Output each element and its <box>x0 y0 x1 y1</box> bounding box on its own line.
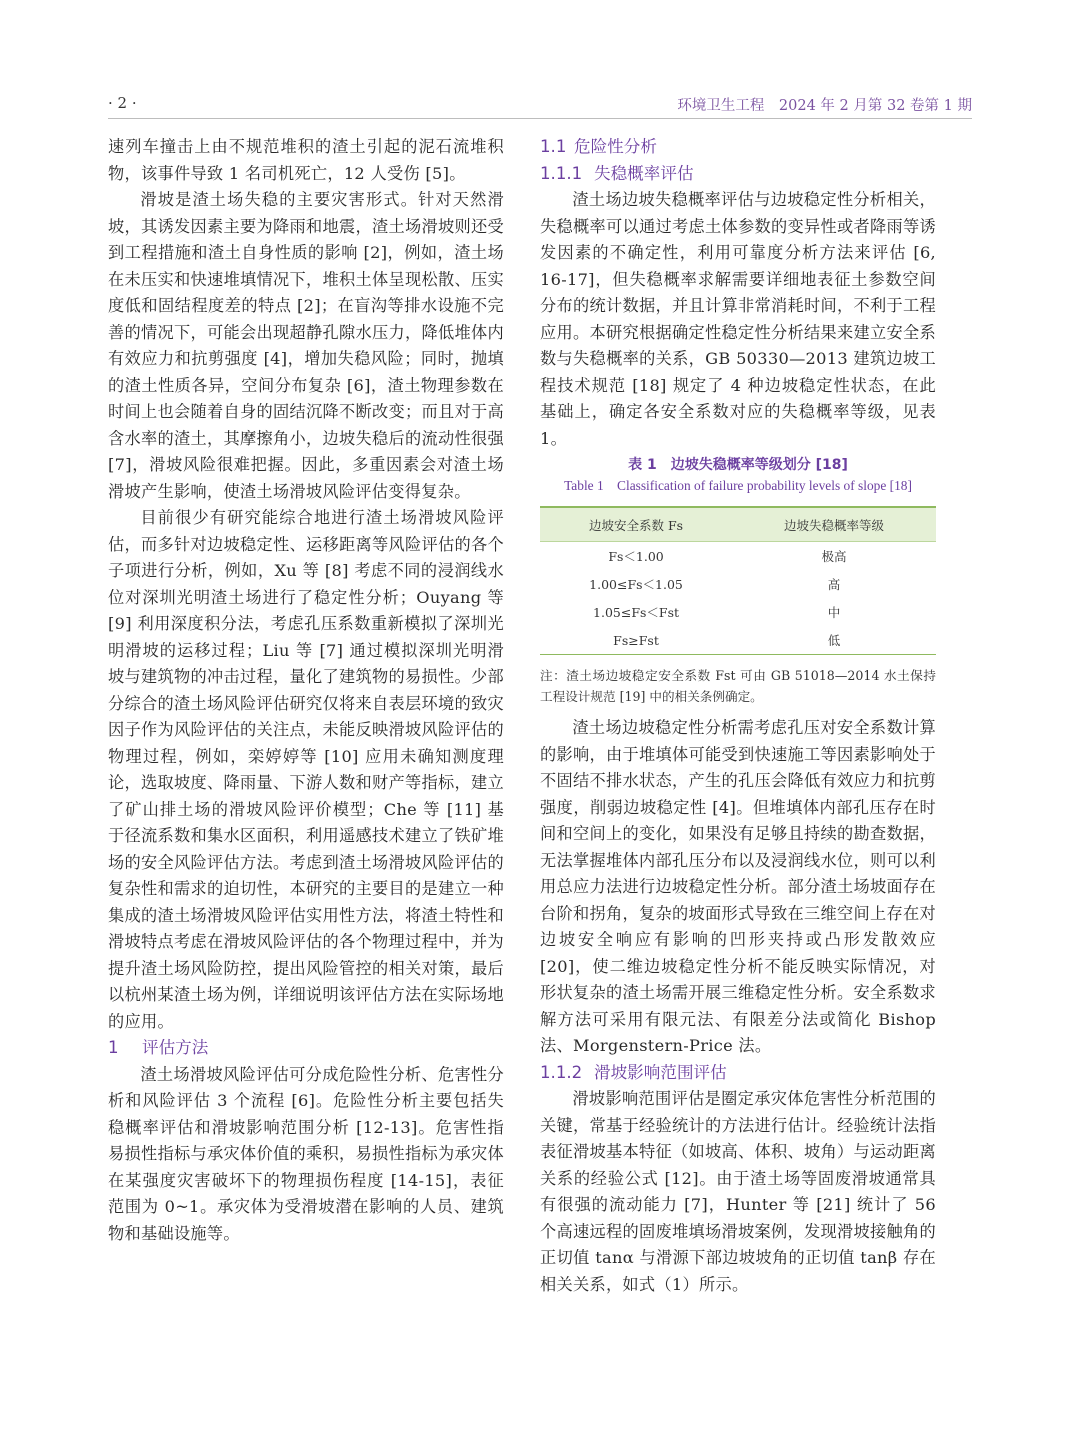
table-header-cell: 边坡安全系数 Fs <box>540 507 732 542</box>
journal-info: 环境卫生工程 2024 年 2 月第 32 卷第 1 期 <box>677 98 972 114</box>
subsection-title: 滑坡影响范围评估 <box>594 1062 727 1082</box>
probability-table <box>540 506 936 655</box>
table-row <box>540 598 936 626</box>
table-cell: 极高 <box>821 549 847 564</box>
subsection-heading <box>540 1060 936 1087</box>
paragraph: 速列车撞击上由不规范堆积的渣土引起的泥石流堆积物，该事件导致 1 名司机死亡，12 人受伤 [5]。 <box>108 137 504 183</box>
table-cell: 1.05≤Fs＜Fst <box>593 605 680 620</box>
paragraph: 渣土场边坡失稳概率评估与边坡稳定性分析相关，失稳概率可以通过考虑土体参数的变异性或者降雨等诱发因素的不确定性，利用可靠度分析方法来评估 [6, 16-17]，但失稳概率求解需要详细地表征土参数空间分布的统计数据，并且计算非常消耗时间，不利于工程应用。本研究根据确定性稳定性分析结果来建立安全系数与失稳概率的关系，GB 50330—2013 建筑边坡工程技术规范 [18] 规定了 4 种边坡稳定性状态，在此基础上，确定各安全系数对应的失稳概率等级，见表 1。 <box>540 190 936 448</box>
table-caption-en: Table 1 Classification of failure probability levels of slope [18] <box>564 478 912 493</box>
paragraph: 渣土场滑坡风险评估可分成危险性分析、危害性分析和风险评估 3 个流程 [6]。危险性分析主要包括失稳概率评估和滑坡影响范围分析 [12-13]。危害性指易损性指标与承灾体价值的乘积，易损性指标为承灾体在某强度灾害破坏下的物理损伤程度 [14-15]，表征范围为 0~1。承灾体为受滑坡潜在影响的人员、建筑物和基础设施等。 <box>108 1064 504 1243</box>
paragraph: 目前很少有研究能综合地进行渣土场滑坡风险评估，而多针对边坡稳定性、运移距离等风险评估的各个子项进行分析，例如，Xu 等 [8] 考虑不同的浸润线水位对深圳光明渣土场进行了稳定性分析；Ouyang 等 [9] 利用深度积分法，考虑孔压系数重新模拟了深圳光明滑坡的运移过程；Liu 等 [7] 通过模拟深圳光明滑坡与建筑物的冲击过程，量化了建筑物的易损性。少部分综合的渣土场风险评估研究仅将来自表层环境的致灾因子作为风险评估的关注点，未能反映滑坡风险评估的物理过程，例如，栾婷婷等 [10] 应用未确知测度理论，选取坡度、降雨量、下游人数和财产等指标，建立了矿山排土场的滑坡风险评价模型；Che 等 [11] 基于径流系数和集水区面积，利用遥感技术建立了铁矿堆场的安全风险评估方法。考虑到渣土场滑坡风险评估的复杂性和需求的迫切性，本研究的主要目的是建立一种集成的渣土场滑坡风险评估实用性方法，将渣土特性和滑坡特点考虑在滑坡风险评估的各个物理过程中，并为提升渣土场风险防控，提出风险管控的相关对策，最后以杭州某渣土场为例，详细说明该评估方法在实际场地的应用。 <box>108 508 504 1031</box>
table-row <box>540 542 936 571</box>
table-header-row <box>540 507 936 542</box>
table-cell: 中 <box>827 605 841 620</box>
paragraph: 渣土场边坡稳定性分析需考虑孔压对安全系数计算的影响，由于堆填体可能受到快速施工等因素影响处于不固结不排水状态，产生的孔压会降低有效应力和抗剪强度，削弱边坡稳定性 [4]。但堆填体内部孔压存在时间和空间上的变化，如果没有足够且持续的勘查数据，无法掌握堆体内部孔压分布以及浸润线水位，则可以利用总应力法进行边坡稳定性分析。部分渣土场坡面存在台阶和拐角，复杂的坡面形式导致在三维空间上存在对边坡安全响应有影响的凹形夹持或凸形发散效应 [20]，使二维边坡稳定性分析不能反映实际情况，对形状复杂的渣土场需开展三维稳定性分析。安全系数求解方法可采用有限元法、有限差分法或简化 Bishop 法、Morgenstern-Price 法。 <box>540 718 936 1055</box>
left-column <box>108 134 504 1247</box>
table-cell: 1.00≤Fs＜1.05 <box>589 577 683 592</box>
table-caption-zh: 表 1 边坡失稳概率等级划分 [18] <box>628 457 848 473</box>
subsection-number: 1.1.2 <box>540 1062 583 1082</box>
section-title: 评估方法 <box>142 1038 209 1057</box>
table-cell: Fs＜1.00 <box>608 549 664 564</box>
subsection-heading <box>540 161 936 188</box>
paragraph: 滑坡是渣土场失稳的主要灾害形式。针对天然滑坡，其诱发因素主要为降雨和地震，渣土场滑坡则还受到工程措施和渣土自身性质的影响 [2]，例如，渣土场在未压实和快速堆填情况下，堆积土体呈现松散、压实度低和固结程度差的特点 [2]；在盲沟等排水设施不完善的情况下，可能会出现超静孔隙水压力，降低堆体内有效应力和抗剪强度 [4]，增加失稳风险；同时，抛填的渣土性质各异，空间分布复杂 [6]，渣土物理参数在时间上也会随着自身的固结沉降不断改变；而且对于高含水率的渣土，其摩擦角小，边坡失稳后的流动性很强 [7]，滑坡风险很难把握。因此，多重因素会对渣土场滑坡产生影响，使渣土场滑坡风险评估变得复杂。 <box>108 190 504 501</box>
section-heading <box>108 1035 504 1062</box>
page-number: · 2 · <box>108 94 137 112</box>
subsection-title: 失稳概率评估 <box>594 163 694 183</box>
table-row <box>540 570 936 598</box>
table-row <box>540 626 936 655</box>
table-cell: 低 <box>732 626 936 655</box>
running-header <box>108 92 972 119</box>
section-heading <box>540 134 936 161</box>
section-title: 危险性分析 <box>574 137 657 156</box>
table-cell: 高 <box>827 577 841 592</box>
section-number: 1 <box>108 1038 119 1057</box>
subsection-number: 1.1.1 <box>540 163 583 183</box>
right-column <box>540 134 936 1298</box>
table-note: 注：渣土场边坡稳定安全系数 Fst 可由 GB 51018—2014 水土保持工程设计规范 [19] 中的相关条例确定。 <box>540 668 936 704</box>
table-cell: Fs≥Fst <box>540 626 732 655</box>
table-header-cell: 边坡失稳概率等级 <box>732 507 936 542</box>
section-number: 1.1 <box>540 137 567 156</box>
paragraph: 滑坡影响范围评估是圈定承灾体危害性分析范围的关键，常基于经验统计的方法进行估计。经验统计法指表征滑坡基本特征（如坡高、体积、坡角）与运动距离关系的经验公式 [12]。由于渣土场等固废滑坡通常具有很强的流动能力 [7]，Hunter 等 [21] 统计了 56 个高速远程的固废堆填场滑坡案例，发现滑坡接触角的正切值 tanα 与滑源下部边坡坡角的正切值 tanβ 存在相关关系，如式（1）所示。 <box>540 1089 936 1294</box>
